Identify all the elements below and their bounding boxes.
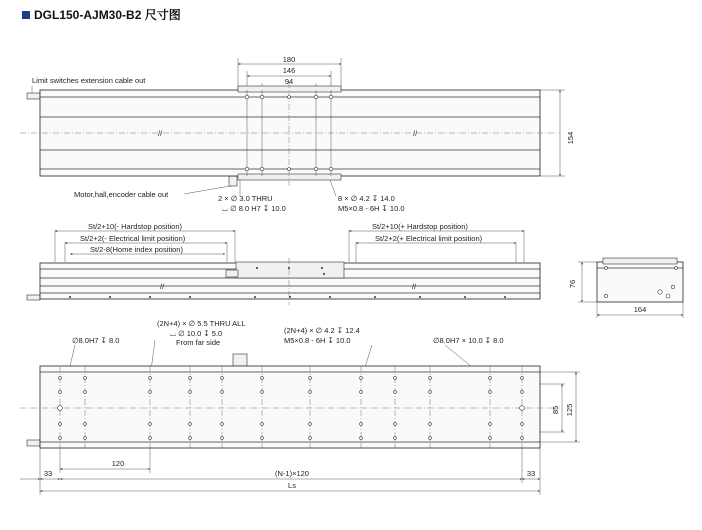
callout-bottom-right: ∅8.0H7 × 10.0 ↧ 8.0: [433, 336, 504, 345]
callout-top-right-1: 8 × ∅ 4.2 ↧ 14.0: [338, 194, 395, 203]
bottom-view: [20, 319, 580, 495]
side-screw: [464, 296, 466, 298]
mounting-hole: [149, 377, 152, 380]
side-screw: [149, 296, 151, 298]
mounting-hole: [360, 423, 363, 426]
dowel-hole: [58, 406, 63, 411]
side-screw: [374, 296, 376, 298]
mounting-hole: [221, 423, 224, 426]
mounting-hole: [521, 391, 524, 394]
mounting-hole: [59, 391, 62, 394]
dim-94: 94: [284, 77, 294, 86]
mounting-hole: [521, 377, 524, 380]
mounting-hole: [309, 391, 312, 394]
mounting-hole: [394, 377, 397, 380]
side-view: [27, 222, 540, 305]
limit-cable-label: Limit switches extension cable out: [32, 76, 146, 85]
drawing-title-text: DGL150-AJM30-B2 尺寸图: [34, 8, 181, 22]
dim-76: 76: [568, 279, 577, 289]
dim-33-right: 33: [526, 469, 536, 478]
mounting-hole: [309, 437, 312, 440]
callout-bottom-center-1: (2N+4) × ∅ 5.5 THRU ALL: [157, 319, 246, 328]
dim-146: 146: [282, 66, 296, 75]
callout-top-right-2: M5×0.8 - 6H ↧ 10.0: [338, 204, 405, 213]
mounting-hole: [521, 423, 524, 426]
mounting-hole: [149, 437, 152, 440]
mounting-hole: [84, 423, 87, 426]
mounting-hole: [149, 391, 152, 394]
dim-154: 154: [566, 131, 575, 145]
mounting-hole: [221, 377, 224, 380]
mounting-hole: [261, 437, 264, 440]
mounting-hole: [59, 437, 62, 440]
dim-180: 180: [282, 55, 296, 64]
end-view: [568, 258, 683, 318]
callout-top-left-2: ⌴ ∅ 8.0 H7 ↧ 10.0: [222, 204, 286, 213]
mounting-hole: [189, 377, 192, 380]
right-hardstop-label: St/2+10(+ Hardstop position): [372, 222, 468, 231]
mounting-hole: [521, 437, 524, 440]
svg-text://: //: [160, 282, 165, 291]
mounting-hole: [309, 377, 312, 380]
mounting-hole: [59, 423, 62, 426]
carriage-bottom-edge: [238, 174, 341, 180]
dim-ls: Ls: [288, 481, 296, 490]
mounting-hole: [189, 423, 192, 426]
dim-pitch: (N-1)×120: [275, 469, 309, 478]
mounting-hole: [59, 377, 62, 380]
dim-85: 85: [551, 405, 560, 415]
motor-cable-stub: [229, 176, 237, 186]
limit-cable-stub: [27, 93, 40, 99]
left-electrical-label: St/2+2(- Electrical limit position): [80, 234, 186, 243]
mounting-hole: [489, 423, 492, 426]
mounting-hole: [394, 423, 397, 426]
side-screw: [189, 296, 191, 298]
callout-bottom-left: ∅8.0H7 ↧ 8.0: [72, 336, 120, 345]
dim-125: 125: [565, 403, 574, 417]
mounting-hole: [221, 437, 224, 440]
mounting-hole: [309, 423, 312, 426]
side-screw: [254, 296, 256, 298]
top-view: [20, 55, 575, 213]
mounting-hole: [261, 391, 264, 394]
callout-bottom-center-3: From far side: [176, 338, 221, 347]
mounting-hole: [429, 423, 432, 426]
side-screw: [289, 296, 291, 298]
side-screw: [329, 296, 331, 298]
callout-bottom-mid-1: (2N+4) × ∅ 4.2 ↧ 12.4: [284, 326, 360, 335]
side-screw: [504, 296, 506, 298]
side-screw: [109, 296, 111, 298]
mounting-hole: [489, 377, 492, 380]
side-screw: [69, 296, 71, 298]
dim-120: 120: [111, 459, 125, 468]
dim-164: 164: [633, 305, 647, 314]
mounting-hole: [429, 391, 432, 394]
mounting-hole: [394, 391, 397, 394]
mounting-hole: [360, 437, 363, 440]
carriage-top-edge: [238, 86, 341, 92]
mounting-hole: [84, 377, 87, 380]
side-carriage: [236, 262, 344, 278]
mounting-hole: [84, 391, 87, 394]
callout-bottom-center-2: ⌴ ∅ 10.0 ↧ 5.0: [170, 329, 223, 338]
mounting-hole: [261, 377, 264, 380]
home-index-label: St/2-8(Home index position): [90, 245, 183, 254]
dowel-hole: [520, 406, 525, 411]
mounting-hole: [394, 437, 397, 440]
dim-33-left: 33: [43, 469, 53, 478]
mounting-hole: [429, 377, 432, 380]
mounting-hole: [221, 391, 224, 394]
mounting-hole: [489, 391, 492, 394]
side-screw: [419, 296, 421, 298]
motor-cable-label: Motor,hall,encoder cable out: [74, 190, 169, 199]
mounting-hole: [149, 423, 152, 426]
bottom-body: [40, 366, 540, 448]
svg-text://: //: [412, 282, 417, 291]
callout-bottom-mid-2: M5×0.8 - 6H ↧ 10.0: [284, 336, 351, 345]
svg-text://: //: [158, 129, 163, 138]
callout-top-left-1: 2 × ∅ 3.0 THRU: [218, 194, 273, 203]
mounting-hole: [189, 437, 192, 440]
mounting-hole: [360, 377, 363, 380]
mounting-hole: [489, 437, 492, 440]
mounting-hole: [189, 391, 192, 394]
mounting-hole: [360, 391, 363, 394]
mounting-hole: [261, 423, 264, 426]
mounting-hole: [429, 437, 432, 440]
mounting-hole: [84, 437, 87, 440]
left-hardstop-label: St/2+10(- Hardstop position): [88, 222, 183, 231]
right-electrical-label: St/2+2(+ Electrical limit position): [375, 234, 483, 243]
svg-text://: //: [413, 129, 418, 138]
